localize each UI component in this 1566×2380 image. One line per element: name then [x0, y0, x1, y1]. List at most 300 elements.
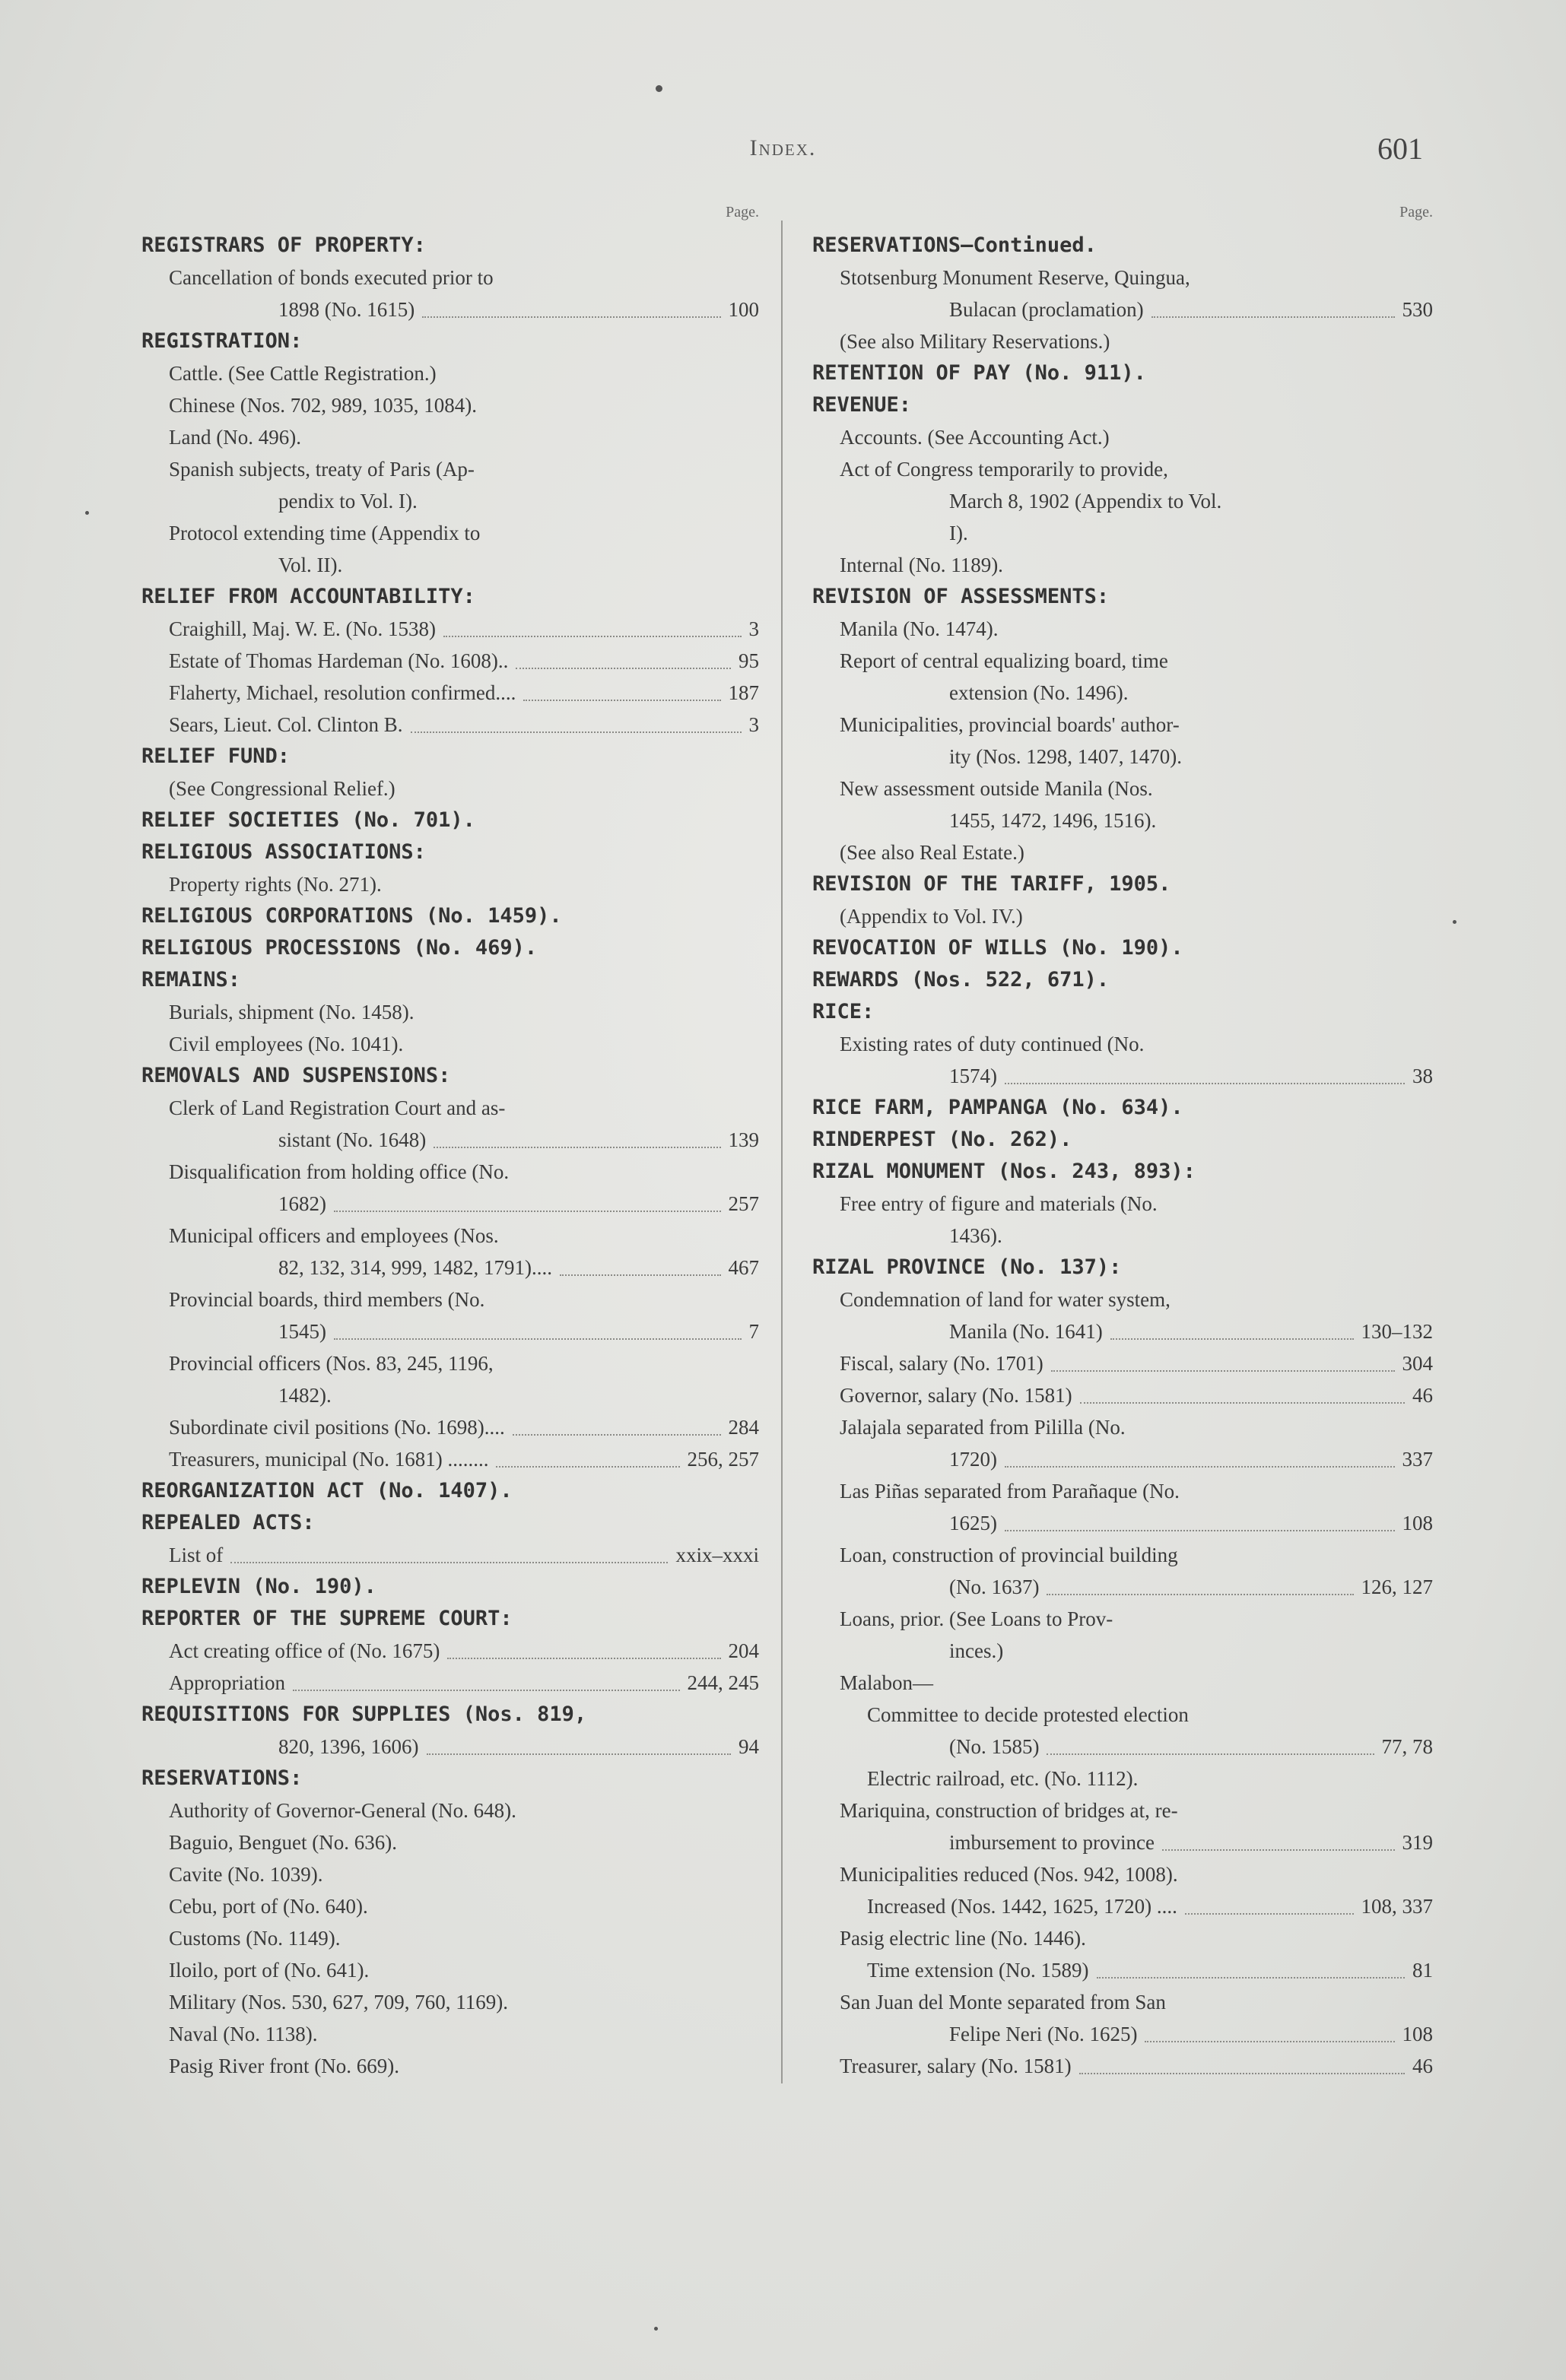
index-entry: [812, 1954, 1436, 1986]
index-entry: [812, 1986, 1436, 2018]
entry-text: 1574): [949, 1065, 997, 1087]
entry-text: Act of Congress temporarily to provide,: [840, 458, 1168, 481]
entry-text: 82, 132, 314, 999, 1482, 1791)....: [278, 1256, 552, 1279]
index-heading: [141, 741, 762, 773]
index-entry: [141, 1252, 762, 1284]
entry-text: REWARDS (Nos. 522, 671).: [812, 968, 1110, 992]
entry-text: imbursement to province: [949, 1831, 1155, 1854]
entry-text: (No. 1585): [949, 1735, 1040, 1758]
entry-text: 1455, 1472, 1496, 1516).: [949, 809, 1157, 832]
index-heading: [812, 996, 1436, 1028]
entry-text: Baguio, Benguet (No. 636).: [169, 1831, 397, 1854]
dot-leader: [1047, 1594, 1353, 1595]
entry-text: San Juan del Monte separated from San: [840, 1991, 1166, 2013]
page-reference: 257: [728, 1192, 759, 1215]
index-entry: [141, 868, 762, 900]
entry-text: Cancellation of bonds executed prior to: [169, 266, 494, 289]
entry-text: Existing rates of duty continued (No.: [840, 1033, 1145, 1055]
index-entry: [812, 1284, 1436, 1315]
entry-text: REPEALED ACTS:: [141, 1511, 315, 1534]
entry-text: Provincial officers (Nos. 83, 245, 1196,: [169, 1352, 494, 1375]
dot-leader: [496, 1466, 679, 1468]
index-entry: [141, 1220, 762, 1252]
index-entry: [812, 677, 1436, 709]
index-heading: [141, 932, 762, 964]
dot-leader: [1110, 1338, 1354, 1340]
entry-text: Cavite (No. 1039).: [169, 1863, 323, 1886]
entry-text: Sears, Lieut. Col. Clinton B.: [169, 713, 403, 736]
entry-text: Provincial boards, third members (No.: [169, 1288, 485, 1311]
entry-text: Manila (No. 1641): [949, 1320, 1103, 1343]
index-entry: [141, 1347, 762, 1379]
index-heading: [812, 1156, 1436, 1188]
entry-text: Increased (Nos. 1442, 1625, 1720) ....: [867, 1895, 1177, 1918]
page-reference: 7: [748, 1320, 759, 1343]
index-entry: [141, 1667, 762, 1699]
page-reference: 204: [728, 1639, 759, 1662]
entry-text: REMOVALS AND SUSPENSIONS:: [141, 1064, 451, 1087]
index-entry: [141, 1826, 762, 1858]
index-entry: [141, 357, 762, 389]
index-entry: [812, 262, 1436, 294]
entry-text: Flaherty, Michael, resolution confirmed....: [169, 681, 516, 704]
index-entry: [141, 1443, 762, 1475]
entry-text: New assessment outside Manila (Nos.: [840, 777, 1153, 800]
index-heading: [141, 581, 762, 613]
index-entry: [141, 1124, 762, 1156]
page-reference: xxix–xxxi: [675, 1544, 759, 1566]
index-entry: [812, 294, 1436, 325]
page-reference: 256, 257: [687, 1448, 759, 1471]
dot-leader: [1185, 1913, 1354, 1915]
entry-text: REVISION OF ASSESSMENTS:: [812, 585, 1110, 608]
page-reference: 319: [1402, 1831, 1433, 1854]
index-heading: [812, 932, 1436, 964]
dot-leader: [513, 1434, 721, 1436]
entry-text: Property rights (No. 271).: [169, 873, 382, 896]
entry-text: REGISTRATION:: [141, 329, 303, 353]
index-entry: [812, 836, 1436, 868]
entry-text: REVENUE:: [812, 393, 912, 417]
entry-text: REVOCATION OF WILLS (No. 190).: [812, 936, 1183, 960]
entry-text: REORGANIZATION ACT (No. 1407).: [141, 1479, 513, 1503]
dot-leader: [334, 1211, 721, 1212]
index-entry: [141, 709, 762, 741]
index-entry: [141, 1635, 762, 1667]
dot-leader: [1097, 1977, 1406, 1979]
entry-text: Clerk of Land Registration Court and as-: [169, 1096, 506, 1119]
dot-leader: [1047, 1753, 1374, 1755]
entry-text: Report of central equalizing board, time: [840, 649, 1168, 672]
page-reference: 100: [728, 298, 759, 321]
entry-text: pendix to Vol. I).: [278, 490, 418, 512]
entry-text: RETENTION OF PAY (No. 911).: [812, 361, 1146, 385]
entry-text: Craighill, Maj. W. E. (No. 1538): [169, 617, 436, 640]
index-entry: [812, 1507, 1436, 1539]
index-heading: [812, 868, 1436, 900]
entry-text: 1436).: [949, 1224, 1002, 1247]
dot-leader: [422, 316, 720, 318]
dot-leader: [1005, 1530, 1395, 1531]
index-heading: [141, 1763, 762, 1795]
index-entry: [812, 517, 1436, 549]
dot-leader: [560, 1274, 721, 1276]
dot-leader: [516, 668, 731, 669]
entry-text: Stotsenburg Monument Reserve, Quingua,: [840, 266, 1190, 289]
index-entry: [141, 613, 762, 645]
entry-text: Pasig River front (No. 669).: [169, 2055, 399, 2077]
index-entry: [141, 1954, 762, 1986]
entry-text: (No. 1637): [949, 1576, 1040, 1598]
dot-leader: [1079, 2073, 1405, 2074]
entry-text: RELIEF FROM ACCOUNTABILITY:: [141, 585, 475, 608]
index-entry: [812, 1826, 1436, 1858]
index-heading: [141, 1571, 762, 1603]
page-reference: 284: [728, 1416, 759, 1439]
index-heading: [141, 1475, 762, 1507]
entry-text: sistant (No. 1648): [278, 1128, 427, 1151]
entry-text: RELIEF SOCIETIES (No. 701).: [141, 808, 475, 832]
index-heading: [141, 964, 762, 996]
index-entry: [812, 421, 1436, 453]
entry-text: 1898 (No. 1615): [278, 298, 415, 321]
dot-leader: [293, 1690, 680, 1691]
entry-text: Municipalities, provincial boards' author-: [840, 713, 1180, 736]
entry-text: Customs (No. 1149).: [169, 1927, 341, 1950]
index-entry: [812, 1795, 1436, 1826]
index-entry: [812, 2050, 1436, 2082]
entry-text: Disqualification from holding office (No.: [169, 1160, 510, 1183]
page-reference: 3: [748, 617, 759, 640]
index-entry: [812, 549, 1436, 581]
page-reference: 46: [1412, 2055, 1433, 2077]
entry-text: Fiscal, salary (No. 1701): [840, 1352, 1043, 1375]
index-entry: [812, 1220, 1436, 1252]
index-entry: [141, 1795, 762, 1826]
entry-text: REVISION OF THE TARIFF, 1905.: [812, 872, 1171, 896]
page-reference: 108: [1402, 2023, 1433, 2045]
entry-text: Naval (No. 1138).: [169, 2023, 318, 2045]
page-column-label: Page.: [1399, 204, 1433, 221]
dot-leader: [1051, 1370, 1395, 1372]
page-reference: 187: [728, 681, 759, 704]
entry-text: REPLEVIN (No. 190).: [141, 1575, 376, 1598]
page-reference: 244, 245: [687, 1671, 759, 1694]
index-heading: [141, 836, 762, 868]
index-entry: [141, 677, 762, 709]
entry-text: RESERVATIONS—Continued.: [812, 233, 1097, 257]
page-reference: 77, 78: [1381, 1735, 1433, 1758]
index-entry: [141, 2018, 762, 2050]
index-entry: [812, 1475, 1436, 1507]
entry-text: 1545): [278, 1320, 326, 1343]
index-entry: [812, 1539, 1436, 1571]
index-entry: [141, 1315, 762, 1347]
entry-text: Burials, shipment (No. 1458).: [169, 1001, 415, 1023]
index-entry: [812, 1699, 1436, 1731]
index-heading: [812, 1252, 1436, 1284]
index-entry: [812, 1315, 1436, 1347]
index-entry: [141, 1188, 762, 1220]
dot-leader: [447, 1658, 720, 1659]
entry-text: Committee to decide protested election: [867, 1703, 1189, 1726]
index-entry: [812, 900, 1436, 932]
index-entry: [812, 709, 1436, 741]
index-heading: [141, 1060, 762, 1092]
index-entry: [812, 1411, 1436, 1443]
entry-text: REGISTRARS OF PROPERTY:: [141, 233, 426, 257]
left-column: [141, 204, 762, 2082]
index-heading: [141, 1699, 762, 1731]
entry-text: Free entry of figure and materials (No.: [840, 1192, 1158, 1215]
index-heading: [812, 389, 1436, 421]
page-number: 601: [1377, 132, 1423, 166]
entry-text: RICE FARM, PAMPANGA (No. 634).: [812, 1096, 1183, 1119]
index-heading: [812, 964, 1436, 996]
entry-text: RELIGIOUS ASSOCIATIONS:: [141, 840, 426, 864]
index-entry: [141, 2050, 762, 2082]
index-entry: [141, 1284, 762, 1315]
index-entry: [812, 2018, 1436, 2050]
index-entry: [141, 549, 762, 581]
index-entry: [141, 517, 762, 549]
index-entry: [141, 262, 762, 294]
entry-text: Cebu, port of (No. 640).: [169, 1895, 368, 1918]
entry-text: 1625): [949, 1512, 997, 1534]
page-reference: 95: [739, 649, 759, 672]
entry-text: Malabon—: [840, 1671, 933, 1694]
page-reference: 108: [1402, 1512, 1433, 1534]
index-entry: [812, 1571, 1436, 1603]
entry-text: Protocol extending time (Appendix to: [169, 522, 481, 544]
index-entry: [812, 453, 1436, 485]
entry-text: Treasurers, municipal (No. 1681) ........: [169, 1448, 489, 1471]
entry-text: Felipe Neri (No. 1625): [949, 2023, 1138, 2045]
page-reference: 467: [728, 1256, 759, 1279]
column-divider: [781, 221, 783, 2083]
dot-leader: [230, 1562, 668, 1563]
entry-text: Estate of Thomas Hardeman (No. 1608)..: [169, 649, 509, 672]
index-entry: [812, 613, 1436, 645]
index-entry: [812, 1763, 1436, 1795]
index-entry: [812, 1922, 1436, 1954]
index-entry: [141, 1922, 762, 1954]
entry-text: RELIGIOUS PROCESSIONS (No. 469).: [141, 936, 538, 960]
entry-text: Internal (No. 1189).: [840, 554, 1003, 576]
entry-text: Accounts. (See Accounting Act.): [840, 426, 1110, 449]
page-reference: 81: [1412, 1959, 1433, 1982]
index-heading: [141, 325, 762, 357]
entry-text: 1482).: [278, 1384, 332, 1407]
index-entry: [812, 1858, 1436, 1890]
dot-leader: [443, 636, 742, 637]
dot-leader: [1151, 316, 1395, 318]
index-heading: [141, 230, 762, 262]
index-heading: [141, 1507, 762, 1539]
index-heading: [812, 230, 1436, 262]
index-entry: [141, 1092, 762, 1124]
entry-text: Time extension (No. 1589): [867, 1959, 1089, 1982]
scan-speck: [654, 2327, 658, 2331]
dot-leader: [1162, 1849, 1395, 1851]
page-column-label: Page.: [726, 204, 759, 221]
dot-leader: [334, 1338, 742, 1340]
entry-text: Manila (No. 1474).: [840, 617, 999, 640]
index-heading: [141, 900, 762, 932]
index-entry: [141, 1379, 762, 1411]
entry-text: Act creating office of (No. 1675): [169, 1639, 440, 1662]
dot-leader: [434, 1147, 720, 1148]
index-entry: [812, 325, 1436, 357]
index-heading: [141, 1603, 762, 1635]
entry-text: 1720): [949, 1448, 997, 1471]
entry-text: Loans, prior. (See Loans to Prov-: [840, 1607, 1113, 1630]
page-reference: 46: [1412, 1384, 1433, 1407]
entry-text: Loan, construction of provincial building: [840, 1544, 1178, 1566]
dot-leader: [1080, 1402, 1405, 1404]
entry-text: Mariquina, construction of bridges at, re-: [840, 1799, 1178, 1822]
entry-text: Municipalities reduced (Nos. 942, 1008).: [840, 1863, 1178, 1886]
index-entry: [812, 1667, 1436, 1699]
entry-text: Las Piñas separated from Parañaque (No.: [840, 1480, 1180, 1503]
entry-text: ity (Nos. 1298, 1407, 1470).: [949, 745, 1182, 768]
index-entry: [141, 1858, 762, 1890]
index-entry: [812, 741, 1436, 773]
index-entry: [141, 996, 762, 1028]
index-entry: [141, 645, 762, 677]
entry-text: extension (No. 1496).: [949, 681, 1129, 704]
dot-leader: [411, 731, 742, 733]
index-entry: [141, 421, 762, 453]
page-reference: 130–132: [1361, 1320, 1433, 1343]
running-header: Index.: [749, 135, 817, 160]
index-entry: [141, 773, 762, 804]
entry-text: Iloilo, port of (No. 641).: [169, 1959, 370, 1982]
dot-leader: [1005, 1466, 1395, 1468]
entry-text: (See Congressional Relief.): [169, 777, 395, 800]
entry-text: Spanish subjects, treaty of Paris (Ap-: [169, 458, 475, 481]
entry-text: Condemnation of land for water system,: [840, 1288, 1171, 1311]
entry-text: RINDERPEST (No. 262).: [812, 1128, 1072, 1151]
page-reference: 94: [739, 1735, 759, 1758]
index-heading: [812, 1092, 1436, 1124]
entry-text: inces.): [949, 1639, 1004, 1662]
entry-text: Vol. II).: [278, 554, 343, 576]
index-entry: [812, 1635, 1436, 1667]
index-heading: [812, 357, 1436, 389]
entry-text: RIZAL MONUMENT (Nos. 243, 893):: [812, 1160, 1196, 1183]
index-entry: [812, 1188, 1436, 1220]
entry-text: Military (Nos. 530, 627, 709, 760, 1169).: [169, 1991, 508, 2013]
page-reference: 530: [1402, 298, 1433, 321]
index-entry: [812, 1028, 1436, 1060]
entry-text: I).: [949, 522, 968, 544]
entry-text: Subordinate civil positions (No. 1698)....: [169, 1416, 505, 1439]
index-entry: [141, 389, 762, 421]
dot-leader: [1145, 2041, 1394, 2042]
index-entry: [812, 804, 1436, 836]
dot-leader: [427, 1753, 732, 1755]
index-entry: [812, 1379, 1436, 1411]
entry-text: REPORTER OF THE SUPREME COURT:: [141, 1607, 513, 1630]
index-entry: [812, 773, 1436, 804]
index-entry-list: [812, 230, 1436, 2082]
index-entry: [141, 1731, 762, 1763]
entry-text: Cattle. (See Cattle Registration.): [169, 362, 437, 385]
page-reference: 139: [728, 1128, 759, 1151]
index-entry: [141, 1156, 762, 1188]
page-reference: 3: [748, 713, 759, 736]
index-entry: [812, 645, 1436, 677]
index-heading: [812, 1124, 1436, 1156]
index-entry: [141, 1539, 762, 1571]
index-entry: [141, 1028, 762, 1060]
index-entry: [812, 1347, 1436, 1379]
page-reference: 304: [1402, 1352, 1433, 1375]
entry-text: RESERVATIONS:: [141, 1766, 303, 1790]
index-entry: [141, 1411, 762, 1443]
entry-text: 1682): [278, 1192, 326, 1215]
scan-speck: [1453, 920, 1456, 924]
index-entry: [812, 485, 1436, 517]
index-entry: [141, 1890, 762, 1922]
index-entry-list: [141, 230, 762, 2082]
entry-text: Civil employees (No. 1041).: [169, 1033, 404, 1055]
entry-text: March 8, 1902 (Appendix to Vol.: [949, 490, 1222, 512]
entry-text: Governor, salary (No. 1581): [840, 1384, 1072, 1407]
entry-text: REQUISITIONS FOR SUPPLIES (Nos. 819,: [141, 1702, 587, 1726]
entry-text: Bulacan (proclamation): [949, 298, 1144, 321]
index-entry: [812, 1731, 1436, 1763]
page-reference: 38: [1412, 1065, 1433, 1087]
index-entry: [141, 294, 762, 325]
page-reference: 337: [1402, 1448, 1433, 1471]
entry-text: List of: [169, 1544, 224, 1566]
entry-text: RELIGIOUS CORPORATIONS (No. 1459).: [141, 904, 562, 928]
scan-speck: [85, 511, 89, 515]
index-entry: [812, 1603, 1436, 1635]
index-heading: [141, 804, 762, 836]
index-entry: [141, 453, 762, 485]
entry-text: Electric railroad, etc. (No. 1112).: [867, 1767, 1139, 1790]
index-entry: [812, 1060, 1436, 1092]
entry-text: (See also Real Estate.): [840, 841, 1024, 864]
index-entry: [141, 1986, 762, 2018]
entry-text: Authority of Governor-General (No. 648).: [169, 1799, 516, 1822]
entry-text: 820, 1396, 1606): [278, 1735, 419, 1758]
entry-text: (See also Military Reservations.): [840, 330, 1110, 353]
entry-text: Treasurer, salary (No. 1581): [840, 2055, 1072, 2077]
entry-text: RICE:: [812, 1000, 875, 1023]
index-entry: [812, 1890, 1436, 1922]
entry-text: Municipal officers and employees (Nos.: [169, 1224, 499, 1247]
entry-text: Pasig electric line (No. 1446).: [840, 1927, 1086, 1950]
entry-text: Jalajala separated from Pililla (No.: [840, 1416, 1126, 1439]
index-heading: [812, 581, 1436, 613]
index-entry: [141, 485, 762, 517]
page-reference: 108, 337: [1361, 1895, 1433, 1918]
right-column: [812, 204, 1436, 2082]
entry-text: RELIEF FUND:: [141, 744, 291, 768]
index-entry: [812, 1443, 1436, 1475]
page-reference: 126, 127: [1361, 1576, 1433, 1598]
entry-text: Chinese (Nos. 702, 989, 1035, 1084).: [169, 394, 477, 417]
entry-text: (Appendix to Vol. IV.): [840, 905, 1023, 928]
dot-leader: [1005, 1083, 1405, 1084]
entry-text: REMAINS:: [141, 968, 241, 992]
entry-text: Appropriation: [169, 1671, 285, 1694]
entry-text: RIZAL PROVINCE (No. 137):: [812, 1255, 1122, 1279]
